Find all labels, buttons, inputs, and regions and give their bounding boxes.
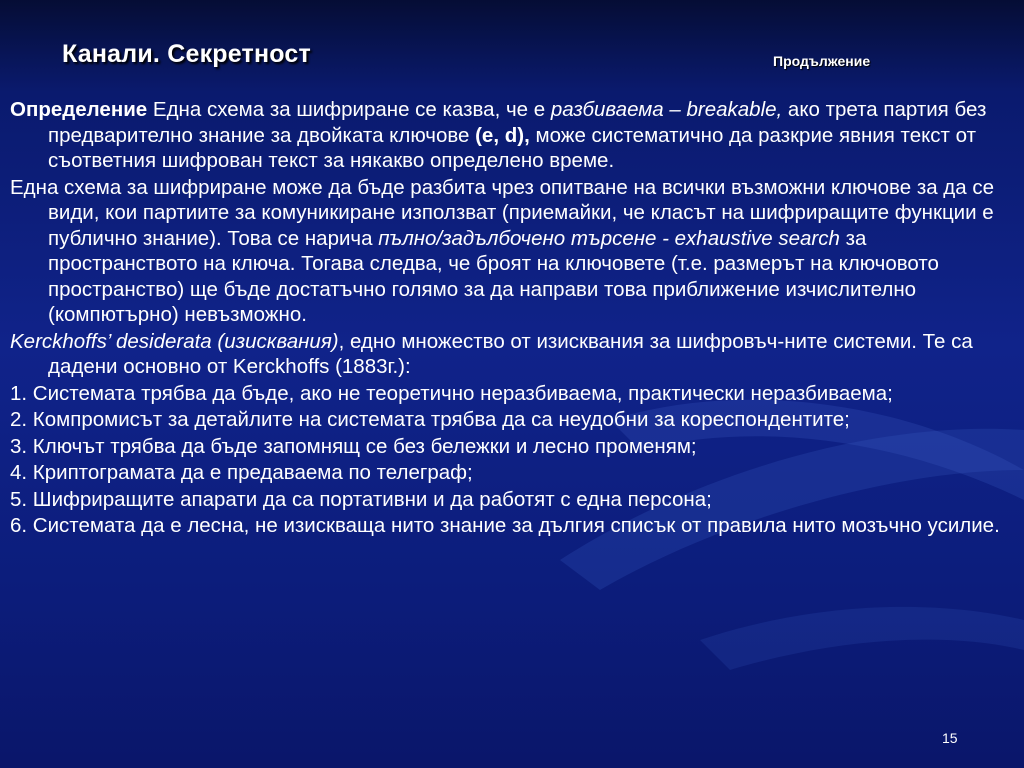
- slide-title: Канали. Секретност: [62, 40, 311, 68]
- list-item: 6. Системата да е лесна, не изискваща нито знание за дългия списък от правила нито мозъчно усилие.: [10, 514, 1000, 537]
- definition-text-1: Една схема за шифриране се казва, че е: [152, 98, 551, 121]
- list-item: 1. Системата трябва да бъде, ако не теоретично неразбиваема, практически неразбиваема;: [10, 381, 893, 405]
- list-item: 3. Ключът трябва да бъде запомнящ се без бележки и лесно променям;: [10, 434, 697, 458]
- kerckhoffs-text: , едно множество от изисквания за шифровъч-ните системи. Те са дадени основно от Kerckhoffs (1883г.):: [48, 329, 973, 378]
- exhaustive-italic: пълно/задълбочено търсене - exhaustive search: [378, 226, 840, 250]
- definition-text-2: ако трета партия без предварително знание за двойката ключове: [48, 98, 987, 147]
- definition-term: Определение: [10, 98, 148, 121]
- slide-number: 15: [942, 730, 958, 746]
- slide-subtitle: Продължение: [773, 53, 871, 69]
- kerckhoffs-italic: Kerckhoffs’ desiderata (изисквания): [10, 329, 339, 353]
- exhaustive-text-1: Една схема за шифриране може да бъде разбита чрез опитване на всички възможни ключове за да се види, кои партиите за комуникиране използват (приемайки, че класът на шифриращите функции е публично знание). Това се нарича: [10, 175, 995, 250]
- list-item: 5. Шифриращите апарати да са портативни и да работят с една персона;: [10, 487, 712, 511]
- exhaustive-text-2: за пространството на ключа. Тогава следва, че броят на ключовете (т.е. размерът на ключовото пространство) ще бъде достатъчно голямо за да направи това приближение изчислително (компютърно) невъзможно.: [48, 226, 939, 326]
- definition-text-3: може систематично да разкрие явния текст от съответния шифрован текст за някакво определено време.: [48, 123, 976, 172]
- exhaustive-search-paragraph: [10, 175, 1014, 328]
- kerckhoffs-paragraph: [10, 329, 1014, 380]
- definition-keys: (e, d),: [475, 123, 530, 147]
- slide-content: [10, 97, 1014, 540]
- list-item: 2. Компромисът за детайлите на системата трябва да са неудобни за кореспондентите;: [10, 408, 850, 431]
- list-item: 4. Криптограмата да е предаваема по телеграф;: [10, 461, 473, 484]
- definition-italic: разбиваема – breakable,: [550, 98, 783, 121]
- definition-paragraph: [10, 97, 1014, 174]
